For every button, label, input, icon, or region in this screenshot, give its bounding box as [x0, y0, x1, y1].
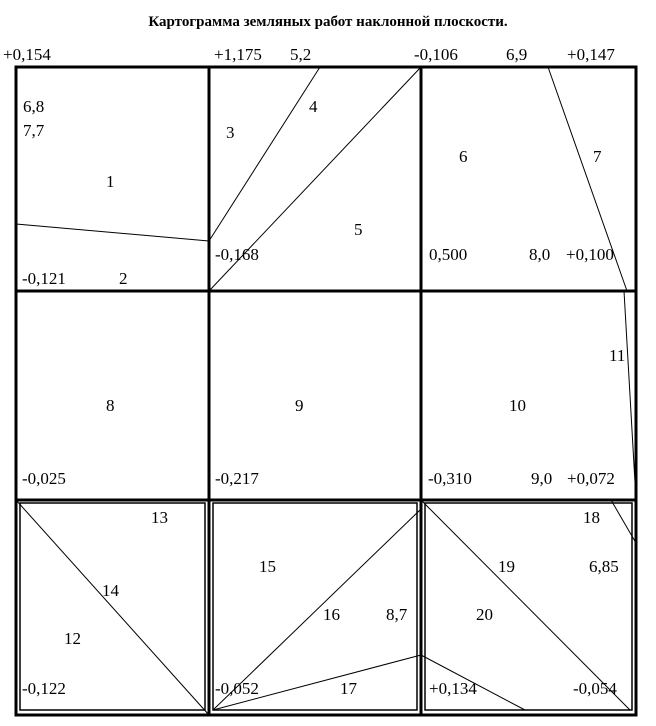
distance-label: 5,2 — [290, 45, 312, 64]
corner-mark: -0,121 — [22, 269, 66, 288]
corner-mark: +1,175 — [214, 45, 262, 64]
corner-mark: +0,134 — [429, 679, 477, 698]
corner-mark: -0,052 — [215, 679, 259, 698]
corner-mark: +0,147 — [567, 45, 615, 64]
distance-label: 8,7 — [386, 605, 408, 624]
zone-number: 19 — [498, 557, 515, 576]
corner-mark: -0,217 — [215, 469, 259, 488]
zone-number: 11 — [609, 346, 626, 365]
zone-number: 4 — [309, 97, 318, 116]
diagram-title: Картограмма земляных работ наклонной плоскости. — [148, 14, 508, 30]
corner-mark: +0,100 — [566, 245, 614, 264]
zone-numbers — [64, 97, 625, 698]
zone-number: 17 — [340, 679, 357, 698]
corner-mark: +0,072 — [567, 469, 615, 488]
zone-number: 16 — [323, 605, 340, 624]
zero-line-1-2 — [16, 224, 209, 241]
corner-mark: -0,054 — [573, 679, 617, 698]
corner-mark: +0,154 — [3, 45, 51, 64]
zone-number: 6 — [459, 147, 468, 166]
corner-mark: -0,025 — [22, 469, 66, 488]
corner-mark: -0,310 — [428, 469, 472, 488]
zone-number: 3 — [226, 123, 235, 142]
distance-label: 8,0 — [529, 245, 551, 264]
zone-number: 15 — [259, 557, 276, 576]
zone-number: 14 — [102, 581, 119, 600]
zone-number: 7 — [593, 147, 602, 166]
zone-number: 18 — [583, 508, 600, 527]
distance-label: 7,7 — [23, 121, 45, 140]
zone-number: 12 — [64, 629, 81, 648]
zone-number: 13 — [151, 508, 168, 527]
distance-labels — [23, 45, 619, 624]
corner-mark: -0,168 — [215, 245, 259, 264]
distance-label: 6,8 — [23, 97, 45, 116]
zone-number: 9 — [295, 396, 304, 415]
corner-mark: 0,500 — [429, 245, 468, 264]
distance-label: 6,9 — [506, 45, 528, 64]
zone-number: 10 — [509, 396, 526, 415]
zero-line-10-11 — [624, 291, 636, 500]
distance-label: 9,0 — [531, 469, 553, 488]
corner-mark: -0,122 — [22, 679, 66, 698]
zone-number: 5 — [354, 220, 363, 239]
distance-label: 6,85 — [589, 557, 619, 576]
zone-number: 20 — [476, 605, 493, 624]
corner-marks — [3, 45, 617, 698]
zone-number: 8 — [106, 396, 115, 415]
zone-number: 1 — [106, 172, 115, 191]
zone-number: 2 — [119, 269, 128, 288]
zero-line-3-4 — [209, 67, 320, 241]
corner-mark: -0,106 — [414, 45, 458, 64]
